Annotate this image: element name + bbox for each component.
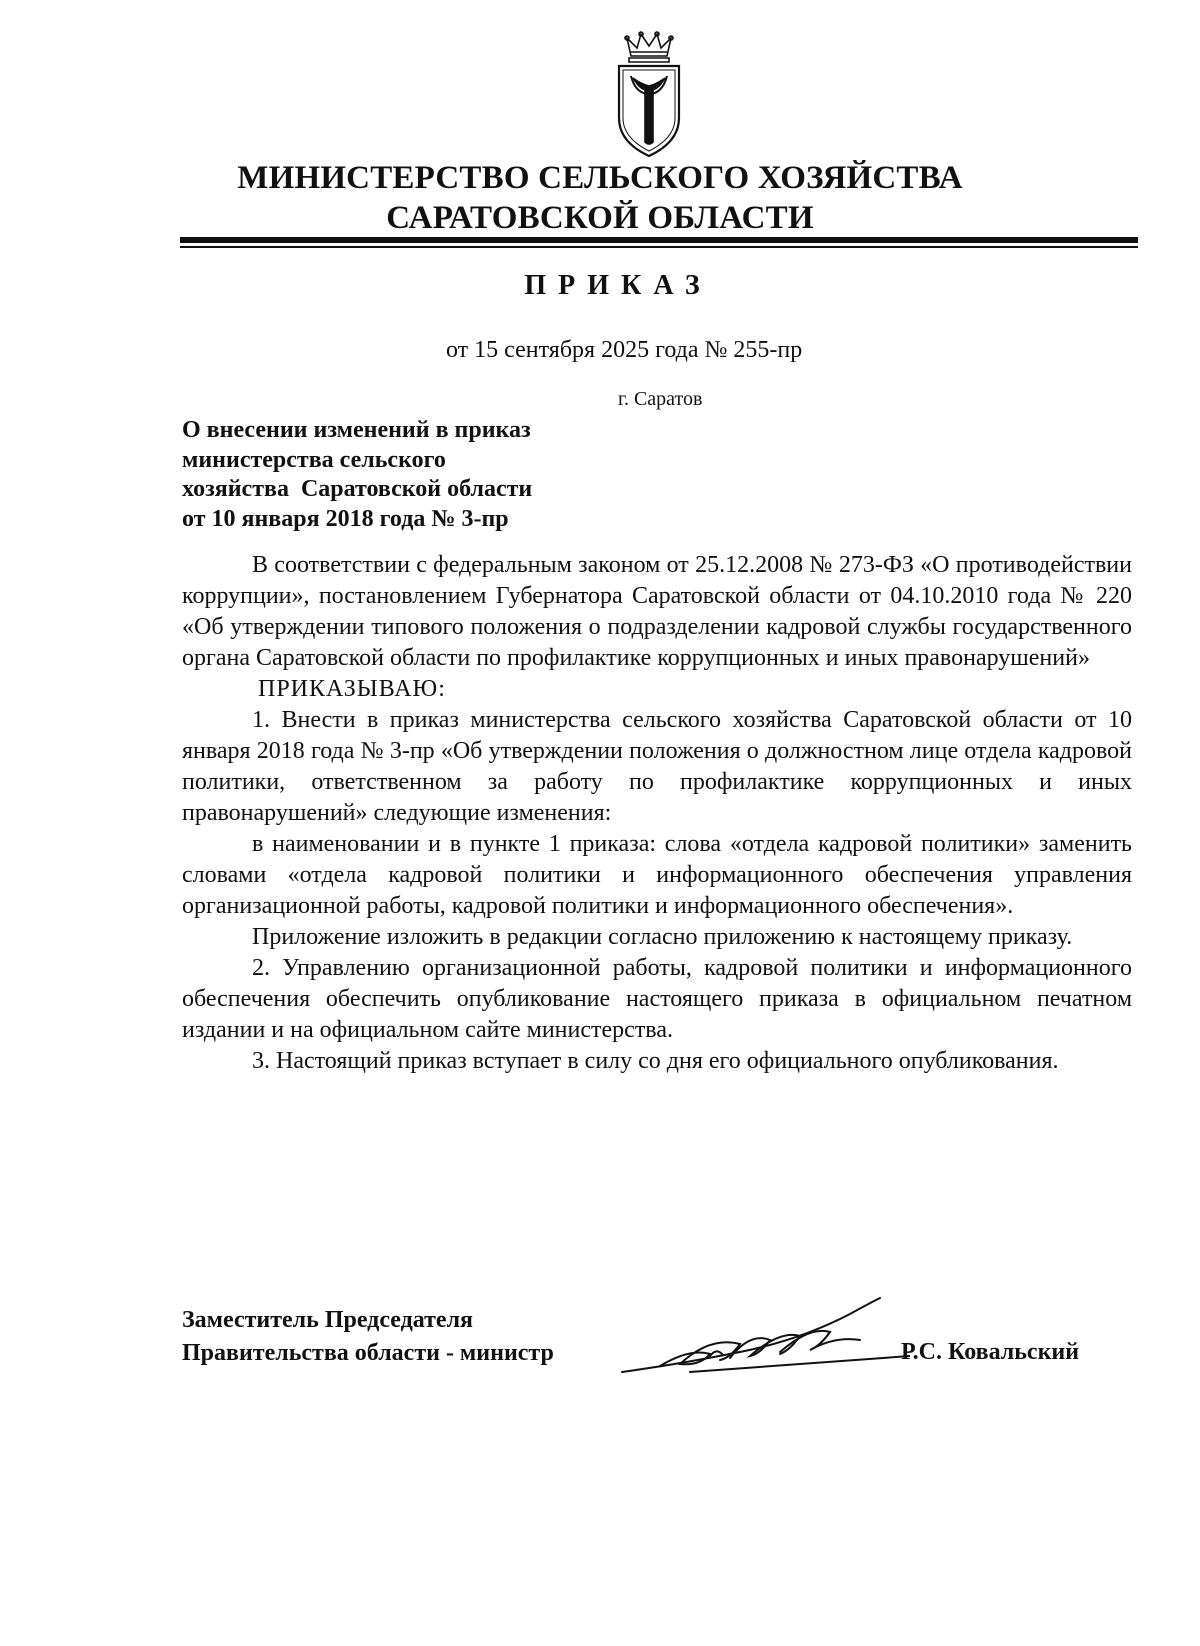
order-subject (182, 416, 682, 534)
subject-line: О внесении изменений в приказ (182, 417, 531, 443)
subject-line: министерства сельского (182, 446, 446, 473)
ministry-line-2: САРАТОВСКОЙ ОБЛАСТИ (386, 200, 814, 236)
subject-line: от 10 января 2018 года № 3-пр (182, 505, 509, 532)
signatory-position (182, 1304, 554, 1370)
item-3-paragraph: 3. Настоящий приказ вступает в силу со дня его официального опубликования. (252, 1048, 1059, 1074)
subject-line: хозяйства Саратовской области (182, 476, 533, 502)
item-1-appendix-paragraph: Приложение изложить в редакции согласно приложению к настоящему приказу. (252, 924, 1073, 950)
ministry-name (0, 158, 1200, 238)
header-rule-thick (180, 237, 1138, 243)
coat-of-arms-icon (611, 30, 687, 162)
order-city: г. Саратов (618, 388, 703, 410)
preamble-paragraph: В соответствии с федеральным законом от 25.12.2008 № 273-ФЗ «О противодействии коррупции», постановлением Губернатора Саратовской области от 04.10.2010 года № 220 «Об утверждении типового положения о подразделении кадровой службы государственного органа Саратовской области по профилактике коррупционных и иных правонарушений» (182, 552, 1132, 671)
handwritten-signature (620, 1296, 910, 1386)
position-line-2: Правительства области - министр (182, 1340, 554, 1366)
position-line-1: Заместитель Председателя (182, 1307, 474, 1333)
order-date-number: от 15 сентября 2025 года № 255-пр (446, 337, 803, 363)
item-1-change-paragraph: в наименовании и в пункте 1 приказа: слова «отдела кадровой политики» заменить словами «отдела кадровой политики и информационного обеспечения управления организационной работы, кадровой политики и информационного обеспечения». (182, 831, 1132, 919)
item-2-paragraph: 2. Управлению организационной работы, кадровой политики и информационного обеспечения обеспечить опубликование настоящего приказа в официальном печатном издании и на официальном сайте министерства. (182, 955, 1132, 1043)
order-title: ПРИКАЗ (524, 270, 712, 301)
order-word: ПРИКАЗЫВАЮ: (258, 676, 446, 702)
item-1-paragraph: 1. Внести в приказ министерства сельского хозяйства Саратовской области от 10 января 2018 года № 3-пр «Об утверждении положения о должностном лице отдела кадровой политики, ответственном за работу по профилактике коррупционных и иных правонарушений» следующие изменения: (182, 707, 1132, 826)
ministry-line-1: МИНИСТЕРСТВО СЕЛЬСКОГО ХОЗЯЙСТВА (237, 160, 963, 196)
header-rule-thin (180, 246, 1138, 248)
order-body (182, 550, 1132, 1077)
signatory-name: Р.С. Ковальский (901, 1339, 1080, 1365)
